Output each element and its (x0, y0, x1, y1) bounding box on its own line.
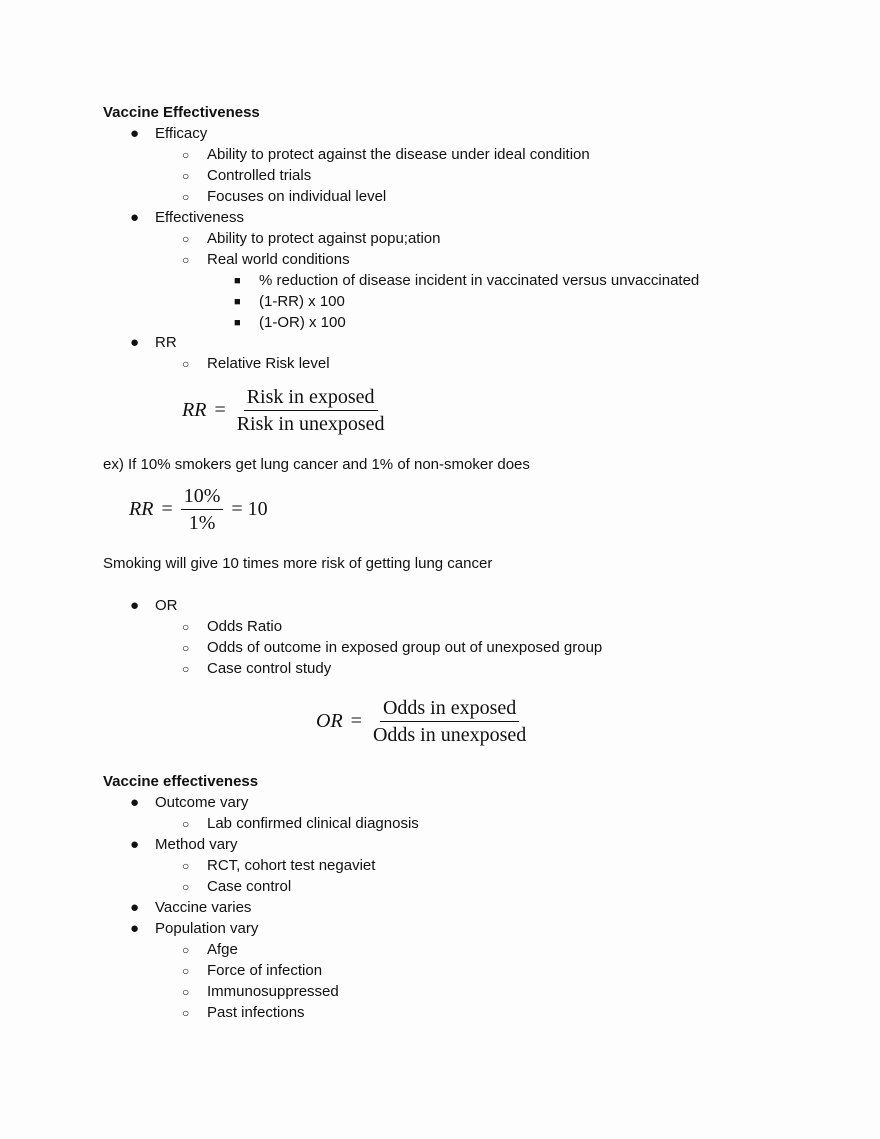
list-item: Controlled trials (207, 167, 312, 184)
list-item: Method vary (155, 836, 238, 853)
denominator: 1% (188, 512, 216, 534)
numerator: Risk in exposed (244, 386, 378, 411)
formula-lhs: OR (316, 710, 343, 732)
circle-bullet-icon: ○ (182, 253, 190, 267)
circle-bullet-icon: ○ (182, 985, 190, 999)
list-item: Ability to protect against the disease under ideal condition (207, 146, 590, 163)
circle-bullet-icon: ○ (182, 943, 190, 957)
bullet-icon: ● (130, 125, 140, 142)
bullet-icon: ● (130, 597, 140, 614)
circle-bullet-icon: ○ (182, 169, 190, 183)
circle-bullet-icon: ○ (182, 859, 190, 873)
circle-bullet-icon: ○ (182, 641, 190, 655)
circle-bullet-icon: ○ (182, 1006, 190, 1020)
list-item: OR (155, 597, 178, 614)
list-item: Force of infection (207, 962, 323, 979)
fraction (234, 386, 388, 435)
list-item: Real world conditions (207, 251, 350, 268)
list-item: Focuses on individual level (207, 188, 387, 205)
square-bullet-icon: ■ (234, 275, 241, 287)
list-item: (1-RR) x 100 (259, 293, 345, 310)
heading: Vaccine Effectiveness (103, 104, 260, 121)
circle-bullet-icon: ○ (182, 662, 190, 676)
square-bullet-icon: ■ (234, 296, 241, 308)
circle-bullet-icon: ○ (182, 148, 190, 162)
list-item: RR (155, 334, 177, 351)
list-item: Odds of outcome in exposed group out of unexposed group (207, 639, 603, 656)
list-item: Lab confirmed clinical diagnosis (207, 815, 419, 832)
circle-bullet-icon: ○ (182, 964, 190, 978)
bullet-icon: ● (130, 899, 140, 916)
denominator: Odds in unexposed (372, 724, 527, 746)
circle-bullet-icon: ○ (182, 620, 190, 634)
list-item: Vaccine varies (155, 899, 252, 916)
fraction (370, 697, 529, 746)
numerator: 10% (181, 485, 224, 510)
or-formula (316, 697, 529, 746)
list-item: Relative Risk level (207, 355, 330, 372)
fraction (181, 485, 224, 534)
list-item: Case control (207, 878, 292, 895)
conclusion-text: Smoking will give 10 times more risk of getting lung cancer (103, 555, 493, 572)
bullet-icon: ● (130, 920, 140, 937)
list-item: % reduction of disease incident in vaccinated versus unvaccinated (259, 272, 700, 289)
bullet-icon: ● (130, 334, 140, 351)
bullet-icon: ● (130, 209, 140, 226)
list-item: (1-OR) x 100 (259, 314, 346, 331)
formula-lhs: RR (182, 399, 207, 421)
circle-bullet-icon: ○ (182, 817, 190, 831)
numerator: Odds in exposed (380, 697, 519, 722)
list-item: Population vary (155, 920, 259, 937)
list-item: Immunosuppressed (207, 983, 339, 1000)
list-item: Ability to protect against popu;ation (207, 230, 441, 247)
list-item: Case control study (207, 660, 332, 677)
circle-bullet-icon: ○ (182, 190, 190, 204)
list-item: Efficacy (155, 125, 208, 142)
rr-formula (182, 386, 388, 435)
list-item: Odds Ratio (207, 618, 283, 635)
bullet-icon: ● (130, 836, 140, 853)
circle-bullet-icon: ○ (182, 232, 190, 246)
equals-sign: = (161, 498, 173, 520)
example-text: ex) If 10% smokers get lung cancer and 1% of non-smoker does (103, 456, 530, 473)
formula-result: = 10 (231, 498, 268, 520)
equals-sign: = (350, 710, 362, 732)
denominator: Risk in unexposed (236, 413, 385, 435)
circle-bullet-icon: ○ (182, 357, 190, 371)
example-formula (129, 485, 268, 534)
list-item: Past infections (207, 1004, 305, 1021)
formula-lhs: RR (129, 498, 154, 520)
list-item: Effectiveness (155, 209, 244, 226)
bullet-icon: ● (130, 794, 140, 811)
square-bullet-icon: ■ (234, 317, 241, 329)
heading: Vaccine effectiveness (103, 773, 259, 790)
equals-sign: = (214, 399, 226, 421)
list-item: Afge (207, 941, 238, 958)
list-item: RCT, cohort test negaviet (207, 857, 376, 874)
circle-bullet-icon: ○ (182, 880, 190, 894)
list-item: Outcome vary (155, 794, 249, 811)
